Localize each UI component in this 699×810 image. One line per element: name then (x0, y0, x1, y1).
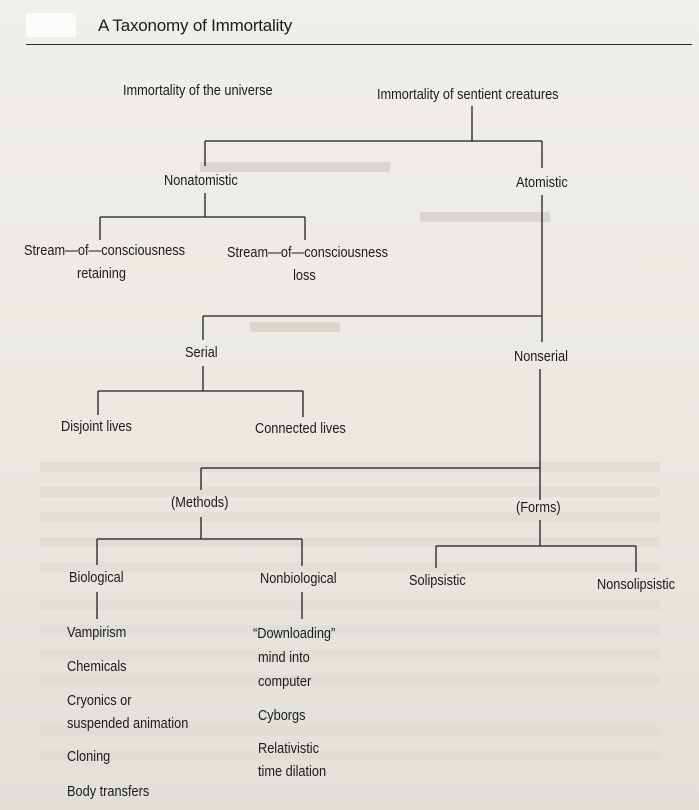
list-item-computer: computer (258, 674, 312, 690)
list-item-cloning: Cloning (67, 749, 111, 765)
node-stream-loss-line-1: Stream—of—consciousness (227, 245, 388, 261)
node-nonbiological: Nonbiological (260, 571, 337, 587)
page-title: A Taxonomy of Immortality (98, 16, 293, 35)
list-item-mind-into: mind into (258, 650, 310, 666)
node-stream-retaining-line-1: Stream—of—consciousness (24, 243, 185, 259)
list-item-cyborgs: Cyborgs (258, 708, 306, 724)
list-item-chemicals: Chemicals (67, 659, 127, 675)
node-stream-loss (227, 242, 388, 288)
list-item-cryonics: Cryonics or (67, 693, 132, 709)
node-immortality-sentient: Immortality of sentient creatures (377, 87, 559, 103)
node-stream-retaining-line-2: retaining (76, 266, 126, 282)
node-solipsistic: Solipsistic (409, 573, 466, 589)
list-item-downloading: “Downloading” (253, 626, 336, 642)
list-item-body-transfers: Body transfers (67, 784, 150, 800)
node-methods: (Methods) (171, 495, 229, 511)
node-atomistic: Atomistic (516, 175, 568, 191)
node-stream-loss-line-2: loss (293, 268, 316, 284)
node-immortality-universe: Immortality of the universe (123, 83, 273, 99)
list-item-time-dilation: time dilation (258, 764, 327, 780)
node-biological: Biological (69, 570, 124, 586)
node-stream-retaining (24, 240, 185, 286)
list-item-relativistic: Relativistic (258, 741, 319, 757)
node-forms: (Forms) (516, 500, 561, 516)
node-nonserial: Nonserial (514, 349, 568, 365)
node-nonatomistic: Nonatomistic (164, 173, 238, 189)
node-nonsolipsistic: Nonsolipsistic (597, 577, 676, 593)
node-connected-lives: Connected lives (255, 421, 346, 437)
list-item-suspended-animation: suspended animation (67, 716, 189, 732)
node-serial: Serial (185, 345, 218, 361)
list-item-vampirism: Vampirism (67, 625, 127, 641)
node-disjoint-lives: Disjoint lives (61, 419, 132, 435)
